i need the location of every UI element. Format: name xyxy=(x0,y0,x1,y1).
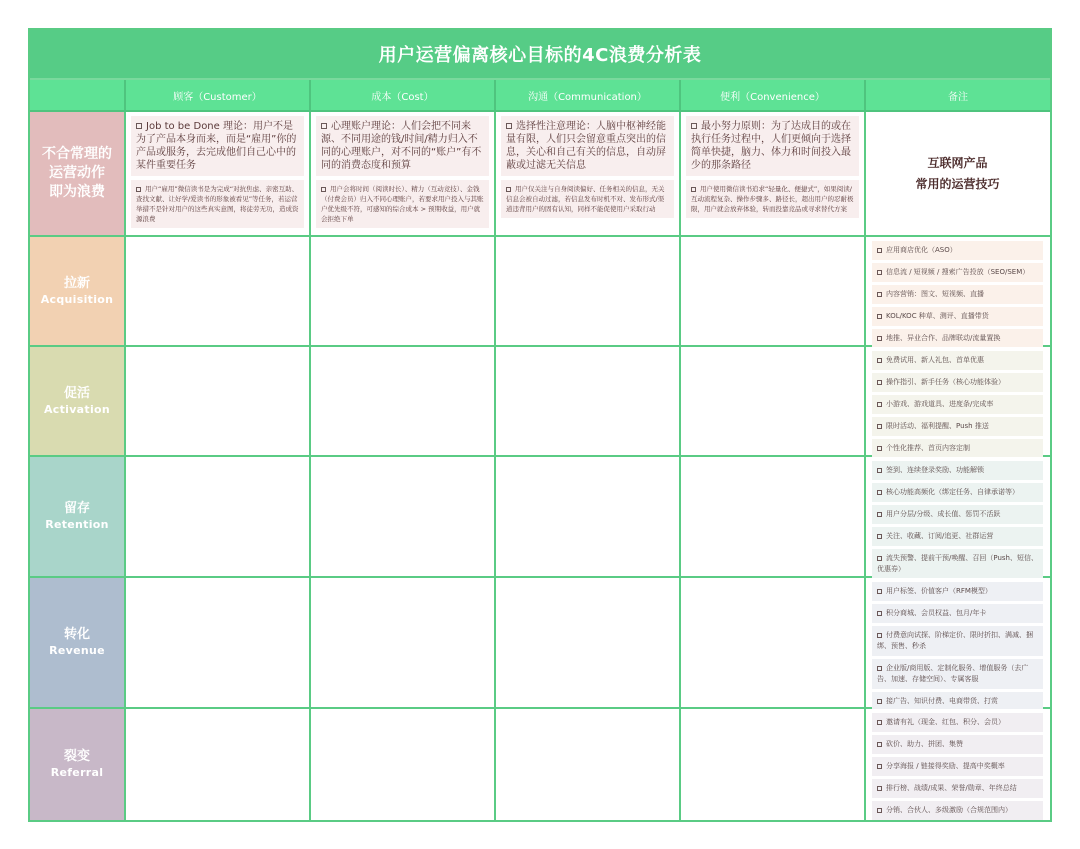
checkbox-icon xyxy=(877,424,882,429)
page-title: 用户运营偏离核心目标的4C浪费分析表 xyxy=(378,45,702,66)
note-text: 个性化推荐、首页内容定制 xyxy=(886,444,970,452)
checkbox-icon xyxy=(877,556,882,561)
cell-customer xyxy=(126,709,311,820)
note-item xyxy=(872,549,1043,579)
note-item xyxy=(872,735,1043,754)
note-item xyxy=(872,505,1043,524)
note-item xyxy=(872,461,1043,480)
row-head-line: 不合常理的 xyxy=(42,146,112,162)
checkbox-icon xyxy=(691,123,697,129)
theory-text: 心理账户理论：人们会把不同来源、不同用途的钱/时间/精力归入不同的心理账户，对不同的“账户”有不同的消费态度和预算 xyxy=(321,121,482,171)
checkbox-icon xyxy=(877,358,882,363)
row-activation xyxy=(30,347,1050,457)
cell-customer xyxy=(126,578,311,707)
checkbox-icon xyxy=(877,764,882,769)
note-text: 操作指引、新手任务（核心功能体验） xyxy=(886,378,1005,386)
stage-name-cn: 裂变 xyxy=(63,749,90,764)
cell-cost xyxy=(311,237,496,345)
note-item xyxy=(872,527,1043,546)
note-text: 付费意向试探、阶梯定价、限时折扣、满减、捆绑、预售、秒杀 xyxy=(877,631,1033,650)
cell-communication xyxy=(496,237,681,345)
checkbox-icon xyxy=(877,666,882,671)
checkbox-icon xyxy=(877,742,882,747)
remark-cell xyxy=(866,112,1049,235)
title-bar xyxy=(30,30,1050,80)
note-text: 关注、收藏、订阅/追更、社群运营 xyxy=(886,532,994,540)
checkbox-icon xyxy=(877,720,882,725)
checkbox-icon xyxy=(877,786,882,791)
note-text: 用户分层/分级、成长值、惩罚不活跃 xyxy=(886,510,1001,518)
note-text: 小游戏、游戏道具、进度条/完成率 xyxy=(886,400,994,408)
stage-name-en: Referral xyxy=(50,766,104,779)
cell-communication xyxy=(496,578,681,707)
cell-convenience xyxy=(681,709,866,820)
example-box xyxy=(316,180,489,228)
note-item xyxy=(872,263,1043,282)
note-item xyxy=(872,604,1043,623)
note-text: KOL/KOC 种草、测评、直播带货 xyxy=(886,312,989,320)
example-box xyxy=(686,180,859,218)
row-acquisition xyxy=(30,237,1050,347)
stage-name-en: Activation xyxy=(43,402,111,416)
row-retention xyxy=(30,457,1050,578)
cell-cost xyxy=(311,457,496,576)
cell-convenience xyxy=(681,237,866,345)
note-item xyxy=(872,757,1043,776)
checkbox-icon xyxy=(506,123,512,129)
note-item xyxy=(872,373,1043,392)
cell-communication xyxy=(496,112,681,235)
theory-text: Job to be Done 理论：用户不是为了产品本身而来，而是“雇用”你的产品或服务，去完成他们自己心中的某件重要任务 xyxy=(136,121,297,171)
row-head-line: 运营动作 xyxy=(49,165,105,181)
note-text: 核心功能高频化（绑定任务、自律承诺等） xyxy=(886,488,1019,496)
note-text: 企业版/商用版、定制化服务、增值服务（去广告、加速、存储空间）、专属客服 xyxy=(877,664,1029,683)
column-header-empty xyxy=(30,80,126,112)
cell-communication xyxy=(496,457,681,576)
note-text: 限时活动、福利提醒、Push 推送 xyxy=(886,422,989,430)
stage-name-en: Retention xyxy=(45,518,109,531)
note-item xyxy=(872,801,1043,820)
theory-box xyxy=(131,116,304,176)
note-text: 分享海报 / 链接得奖励、提高中奖概率 xyxy=(886,762,1005,770)
note-item xyxy=(872,713,1043,732)
checkbox-icon xyxy=(877,402,882,407)
checkbox-icon xyxy=(877,808,882,813)
notes-cell xyxy=(866,347,1049,455)
checkbox-icon xyxy=(877,699,882,704)
notes-cell xyxy=(866,578,1049,707)
row-head-line: 即为浪费 xyxy=(49,184,105,200)
row-referral xyxy=(30,709,1050,820)
notes-cell xyxy=(866,709,1049,820)
row-waste xyxy=(30,112,1050,237)
column-header-convenience: 便利（Convenience） xyxy=(681,80,866,112)
notes-cell xyxy=(866,237,1049,345)
waste-analysis-table xyxy=(28,28,1052,822)
remark-line: 常用的运营技巧 xyxy=(915,177,1000,191)
stage-name-en: Revenue xyxy=(49,644,105,657)
column-header-customer: 顾客（Customer） xyxy=(126,80,311,112)
note-text: 签到、连续登录奖励、功能解锁 xyxy=(886,466,984,474)
checkbox-icon xyxy=(506,187,511,192)
note-item xyxy=(872,285,1043,304)
note-item xyxy=(872,582,1043,601)
row-head-revenue xyxy=(30,578,126,707)
example-box xyxy=(501,180,674,218)
theory-box xyxy=(686,116,859,176)
note-item xyxy=(872,439,1043,458)
column-header-cost: 成本（Cost） xyxy=(311,80,496,112)
cell-convenience xyxy=(681,578,866,707)
checkbox-icon xyxy=(877,589,882,594)
stage-name-cn: 促活 xyxy=(63,385,90,401)
checkbox-icon xyxy=(877,270,882,275)
note-item xyxy=(872,779,1043,798)
cell-cost xyxy=(311,112,496,235)
note-text: 内容营销：图文、短视频、直播 xyxy=(886,290,984,298)
theory-box xyxy=(316,116,489,176)
row-revenue xyxy=(30,578,1050,709)
note-item xyxy=(872,241,1043,260)
cell-convenience xyxy=(681,457,866,576)
cell-customer xyxy=(126,347,311,455)
checkbox-icon xyxy=(877,490,882,495)
checkbox-icon xyxy=(877,468,882,473)
remark-line: 互联网产品 xyxy=(927,156,988,170)
cell-cost xyxy=(311,578,496,707)
note-text: 砍价、助力、拼团、集赞 xyxy=(886,740,963,748)
note-item xyxy=(872,483,1043,502)
cell-cost xyxy=(311,347,496,455)
row-head-acquisition xyxy=(30,237,126,345)
row-head-waste xyxy=(30,112,126,235)
note-text: 分销、合伙人、多级激励（合规范围内） xyxy=(886,806,1012,814)
checkbox-icon xyxy=(877,292,882,297)
note-item xyxy=(872,626,1043,656)
notes-cell xyxy=(866,457,1049,576)
note-item xyxy=(872,307,1043,326)
cell-communication xyxy=(496,347,681,455)
theory-box xyxy=(501,116,674,176)
example-text: 用户会将时间（阅读时长）、精力（互动竞技）、金钱（付费会员）归入不同心理账户，若要求用户投入与其账户优先级不符，可感知的综合成本 > 预期收益，用户就会拒绝下单 xyxy=(321,185,484,223)
checkbox-icon xyxy=(877,446,882,451)
note-text: 接广告、知识付费、电商带货、打赏 xyxy=(886,697,998,705)
checkbox-icon xyxy=(877,611,882,616)
checkbox-icon xyxy=(877,248,882,253)
note-item xyxy=(872,329,1043,348)
checkbox-icon xyxy=(321,123,327,129)
note-text: 应用商店优化（ASO） xyxy=(886,246,957,254)
note-text: 流失预警、提前干预/唤醒、召回（Push、短信、优惠券） xyxy=(877,554,1038,573)
note-text: 免费试用、新人礼包、首单优惠 xyxy=(886,356,984,364)
cell-customer xyxy=(126,237,311,345)
note-text: 排行榜、战绩/成果、荣誉/勋章、年终总结 xyxy=(886,784,1017,792)
cell-customer xyxy=(126,112,311,235)
cell-convenience xyxy=(681,112,866,235)
row-head-referral xyxy=(30,709,126,820)
stage-name-cn: 拉新 xyxy=(63,275,90,291)
note-item xyxy=(872,395,1043,414)
checkbox-icon xyxy=(691,187,696,192)
cell-customer xyxy=(126,457,311,576)
cell-communication xyxy=(496,709,681,820)
example-text: 用户仅关注与自身阅读偏好、任务相关的信息，无关信息会被自动过滤，若信息发布时机不对、发布形式/渠道违背用户的固有认知，同样不能促使用户采取行动 xyxy=(506,185,665,213)
note-text: 地推、异业合作、品牌联动/流量置换 xyxy=(886,334,1001,342)
stage-name-cn: 转化 xyxy=(63,627,90,642)
stage-name-cn: 留存 xyxy=(63,501,90,516)
checkbox-icon xyxy=(136,187,141,192)
row-head-activation xyxy=(30,347,126,455)
theory-text: 最小努力原则：为了达成目的或在执行任务过程中，人们更倾向于选择简单快捷，脑力、体力和时间投入最少的那条路径 xyxy=(691,121,851,171)
stage-name-en: Acquisition xyxy=(40,292,114,306)
checkbox-icon xyxy=(877,512,882,517)
column-header-communication: 沟通（Communication） xyxy=(496,80,681,112)
cell-convenience xyxy=(681,347,866,455)
checkbox-icon xyxy=(877,336,882,341)
note-text: 邀请有礼（现金、红包、积分、会员） xyxy=(886,718,1005,726)
checkbox-icon xyxy=(877,534,882,539)
example-text: 用户“雇用”微信读书是为完成“对抗焦虑、亲密互助、查找文献、让好学/爱读书的形象被看见”等任务，若运营举措不是针对用户的这些真实意图，将徒劳无功，造成资源浪费 xyxy=(136,185,299,223)
checkbox-icon xyxy=(877,633,882,638)
checkbox-icon xyxy=(136,123,142,129)
note-item xyxy=(872,417,1043,436)
checkbox-icon xyxy=(877,314,882,319)
theory-text: 选择性注意理论：人脑中枢神经能量有限，人们只会留意重点突出的信息，关心和自己有关的信息，自动屏蔽或过滤无关信息 xyxy=(506,121,666,171)
checkbox-icon xyxy=(321,187,326,192)
column-header-remarks: 备注 xyxy=(866,80,1050,112)
cell-cost xyxy=(311,709,496,820)
row-head-retention xyxy=(30,457,126,576)
note-item xyxy=(872,351,1043,370)
note-text: 信息流 / 短视频 / 搜索广告投放（SEO/SEM） xyxy=(886,268,1030,276)
column-header-row xyxy=(30,80,1050,112)
note-item xyxy=(872,659,1043,689)
checkbox-icon xyxy=(877,380,882,385)
note-text: 用户标签、价值客户（RFM模型） xyxy=(886,587,992,595)
note-text: 积分商城、会员权益、包月/年卡 xyxy=(886,609,987,617)
example-text: 用户使用微信读书追求“轻量化、便捷式”，如果阅读/互动流程复杂、操作步骤多、路径长，超出用户的忍耐极限，用户就会放弃体验，转而投靠竞品或寻求替代方案 xyxy=(691,185,854,213)
example-box xyxy=(131,180,304,228)
